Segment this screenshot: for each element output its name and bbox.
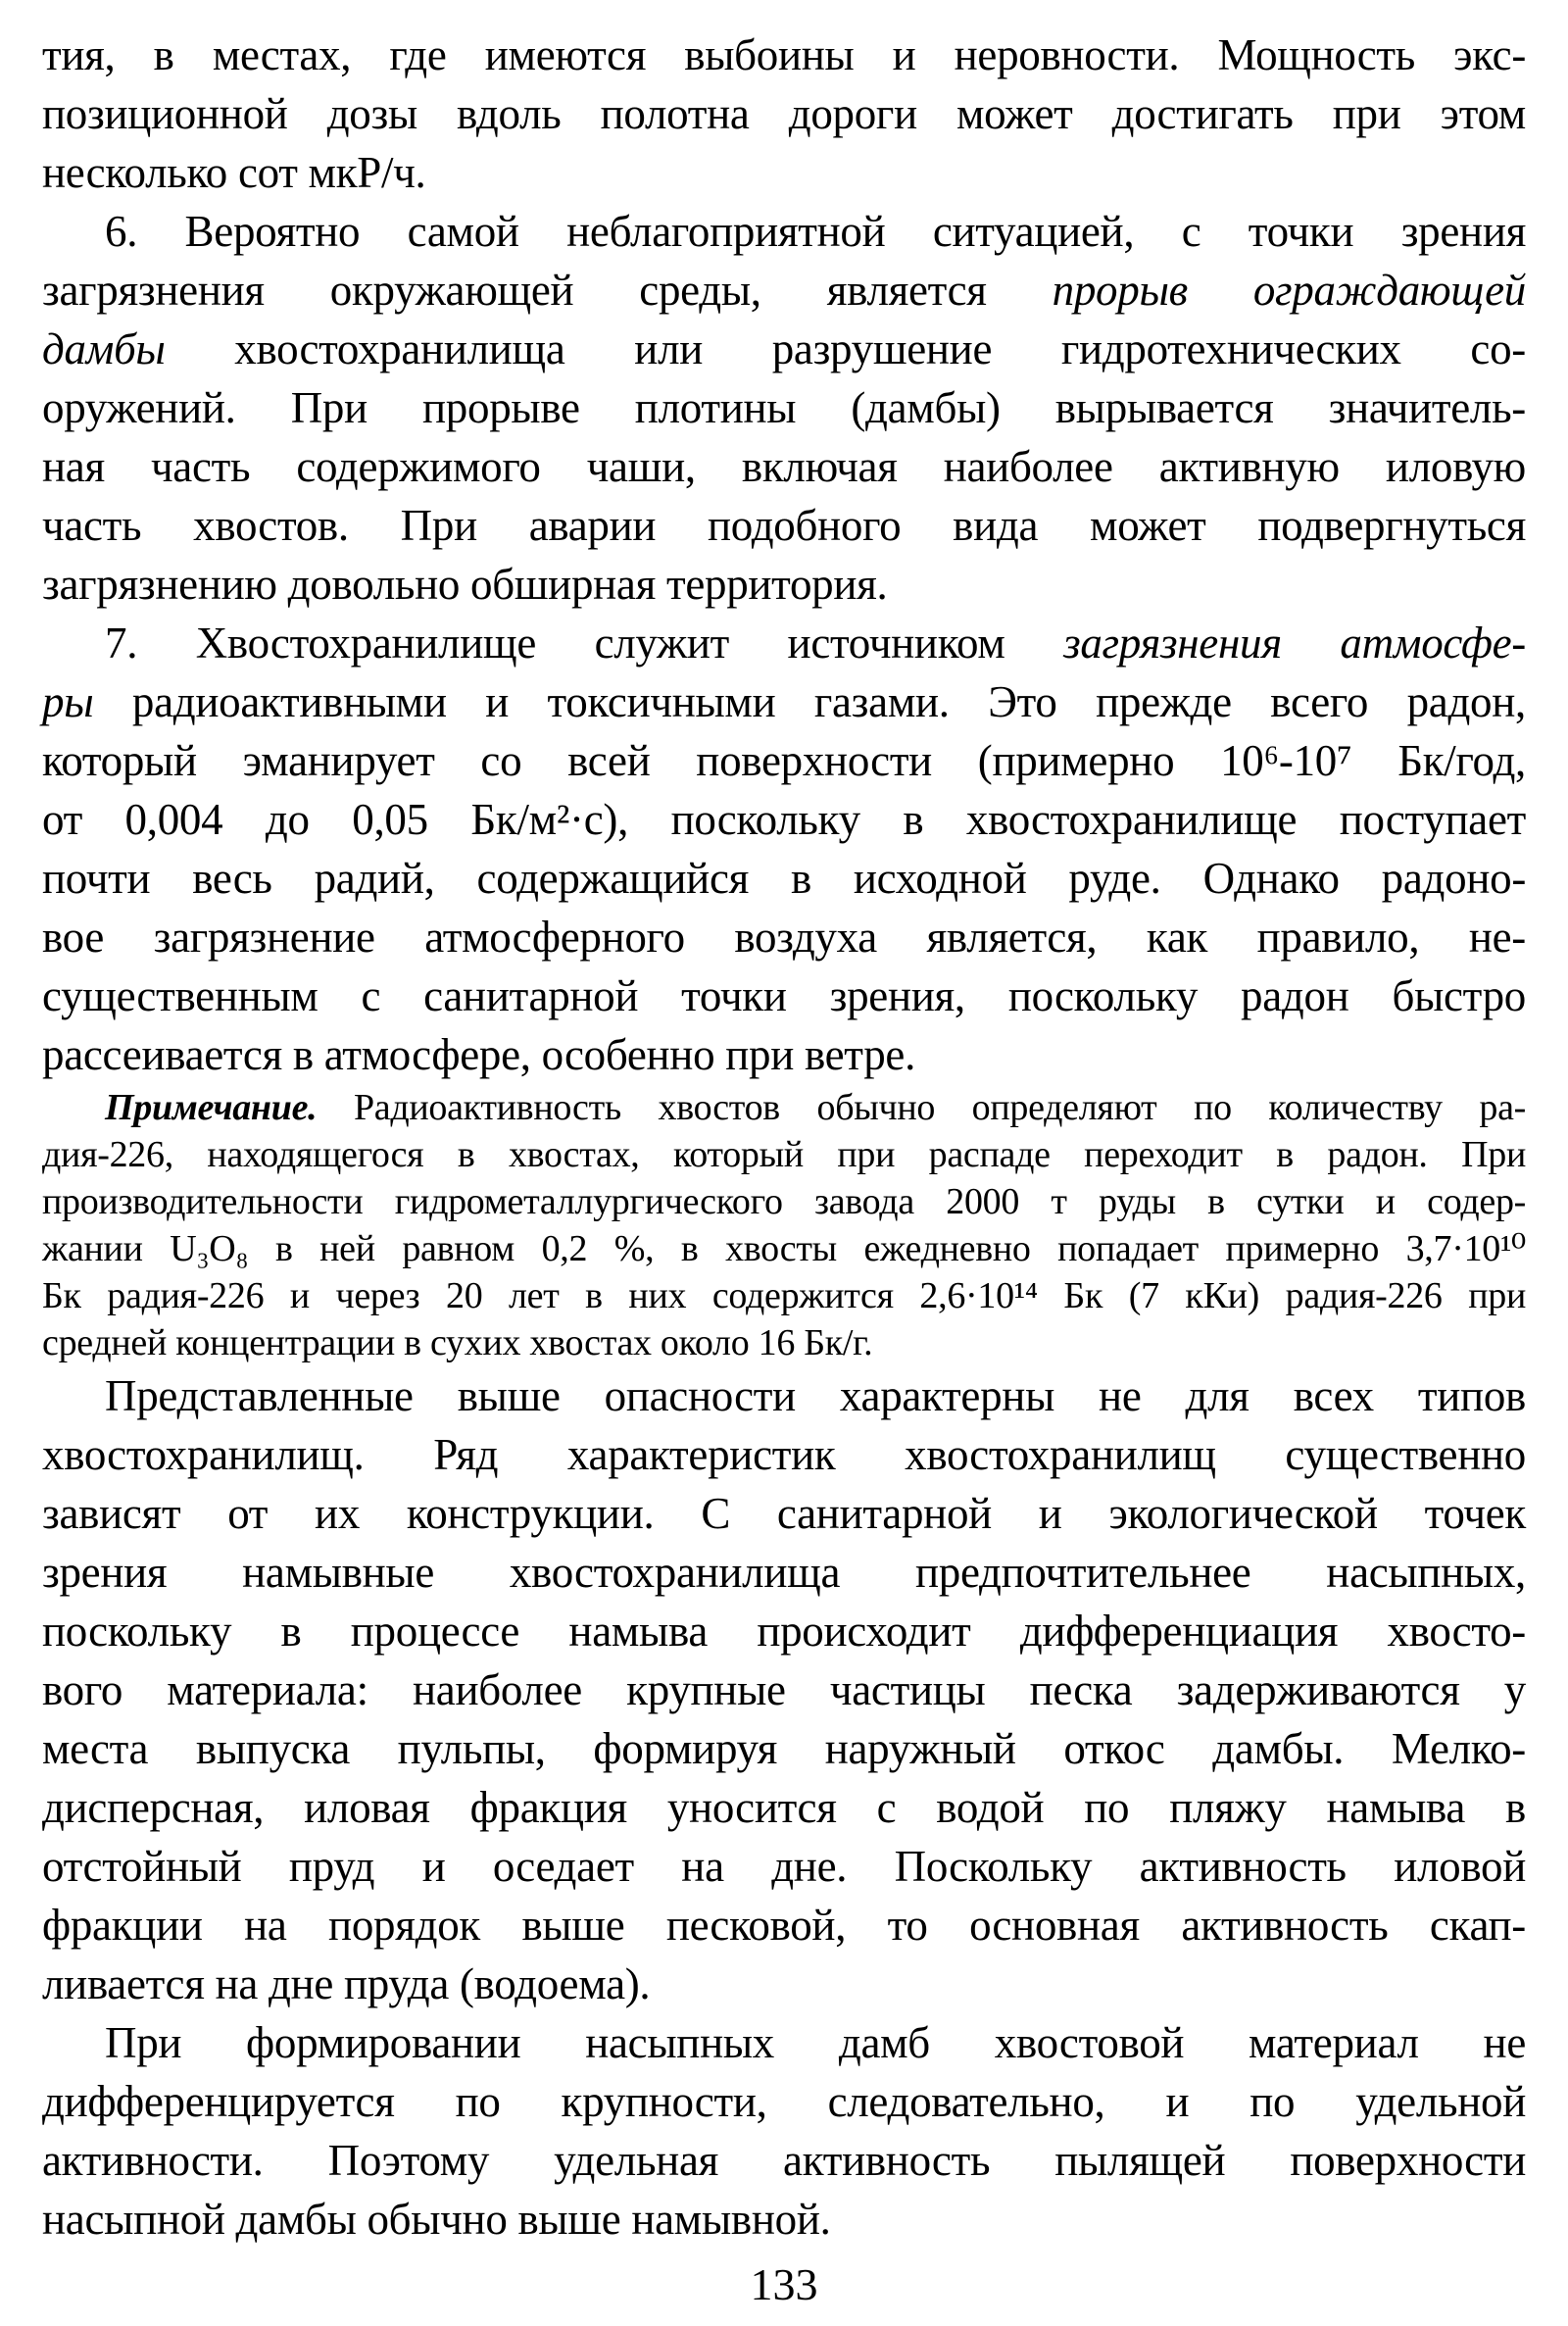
text-line: который эманирует со всей поверхности (примерно 10⁶-10⁷ Бк/год, bbox=[42, 736, 1526, 785]
text-line: дифференцируется по крупности, следовательно, и по удельной bbox=[42, 2077, 1526, 2126]
paragraph-continuation bbox=[42, 25, 1526, 202]
text-line: места выпуска пульпы, формируя наружный откос дамбы. Мелко- bbox=[42, 1724, 1526, 1773]
text-line: отстойный пруд и оседает на дне. Поскольку активность иловой bbox=[42, 1842, 1526, 1891]
text-line: жании U₃O₈ в ней равном 0,2 %, в хвосты ежедневно попадает примерно 3,7·10¹⁰ bbox=[42, 1228, 1526, 1269]
text-segment-italic: загрязнения атмосфе- bbox=[1063, 619, 1526, 668]
text-line bbox=[42, 672, 1526, 731]
text-segment-italic: дамбы bbox=[42, 324, 166, 373]
text-line: позиционной дозы вдоль полотна дороги может достигать при этом bbox=[42, 89, 1526, 138]
text-line bbox=[42, 261, 1526, 320]
text-line: ливается на дне пруда (водоема). bbox=[42, 1959, 651, 2008]
text-line: несколько сот мкР/ч. bbox=[42, 148, 426, 197]
text-segment: 7. Хвостохранилище служит источником bbox=[105, 619, 1064, 668]
text-line: рассеивается в атмосфере, особенно при ветре. bbox=[42, 1030, 916, 1079]
text-line: существенным с санитарной точки зрения, поскольку радон быстро bbox=[42, 971, 1526, 1020]
text-line bbox=[42, 614, 1526, 672]
text-line: средней концентрации в сухих хвостах около 16 Бк/г. bbox=[42, 1322, 873, 1363]
text-line: ная часть содержимого чаши, включая наиболее активную иловую bbox=[42, 442, 1526, 491]
text-line: дисперсная, иловая фракция уносится с водой по пляжу намыва в bbox=[42, 1783, 1526, 1832]
text-line: почти весь радий, содержащийся в исходной руде. Однако радоно- bbox=[42, 854, 1526, 903]
text-line: активности. Поэтому удельная активность пылящей поверхности bbox=[42, 2136, 1526, 2185]
text-line: Представленные выше опасности характерны не для всех типов bbox=[105, 1371, 1526, 1420]
text-segment-italic: ры bbox=[42, 677, 94, 726]
text-segment: радиоактивными и токсичными газами. Это прежде всего радон, bbox=[93, 677, 1526, 726]
text-line bbox=[42, 320, 1526, 378]
text-line: оружений. При прорыве плотины (дамбы) вырывается значитель- bbox=[42, 383, 1526, 432]
text-line: При формировании насыпных дамб хвостовой материал не bbox=[105, 2018, 1526, 2067]
text-line: загрязнению довольно обширная территория. bbox=[42, 560, 888, 609]
paragraph-dangers bbox=[42, 1366, 1526, 2013]
page-number: 133 bbox=[750, 2259, 818, 2309]
text-line: тия, в местах, где имеются выбоины и неровности. Мощность экс- bbox=[42, 30, 1526, 79]
text-segment: хвостохранилища или разрушение гидротехнических со- bbox=[165, 324, 1526, 373]
paragraph-item-7 bbox=[42, 614, 1526, 1084]
note-paragraph bbox=[42, 1084, 1526, 1366]
text-line: вого материала: наиболее крупные частицы песка задерживаются у bbox=[42, 1665, 1526, 1714]
text-line: хвостохранилищ. Ряд характеристик хвостохранилищ существенно bbox=[42, 1430, 1526, 1479]
text-line: насыпной дамбы обычно выше намывной. bbox=[42, 2195, 831, 2244]
text-line: производительности гидрометаллургического завода 2000 т руды в сутки и содер- bbox=[42, 1181, 1526, 1222]
text-segment: Радиоактивность хвостов обычно определяют по количеству ра- bbox=[317, 1087, 1526, 1128]
note-label: Примечание. bbox=[105, 1087, 318, 1128]
text-line: 6. Вероятно самой неблагоприятной ситуацией, с точки зрения bbox=[105, 207, 1526, 256]
text-line: от 0,004 до 0,05 Бк/м²·с), поскольку в хвостохранилище поступает bbox=[42, 795, 1526, 844]
paragraph-dams bbox=[42, 2013, 1526, 2249]
text-segment-italic: прорыв ограждающей bbox=[1052, 266, 1526, 315]
text-line: часть хвостов. При аварии подобного вида может подвергнуться bbox=[42, 501, 1526, 550]
paragraph-item-6 bbox=[42, 202, 1526, 614]
text-line: зрения намывные хвостохранилища предпочтительнее насыпных, bbox=[42, 1548, 1526, 1597]
text-line bbox=[42, 1084, 1526, 1131]
text-line: фракции на порядок выше песковой, то основная активность скап- bbox=[42, 1901, 1526, 1950]
text-segment: загрязнения окружающей среды, является bbox=[42, 266, 1053, 315]
text-line: поскольку в процессе намыва происходит дифференциация хвосто- bbox=[42, 1607, 1526, 1656]
text-line: вое загрязнение атмосферного воздуха является, как правило, не- bbox=[42, 913, 1526, 962]
text-line: зависят от их конструкции. С санитарной и экологической точек bbox=[42, 1489, 1526, 1538]
text-line: Бк радия-226 и через 20 лет в них содержится 2,6·10¹⁴ Бк (7 кКи) радия-226 при bbox=[42, 1275, 1526, 1316]
text-line: дия-226, находящегося в хвостах, который при распаде переходит в радон. При bbox=[42, 1134, 1526, 1175]
